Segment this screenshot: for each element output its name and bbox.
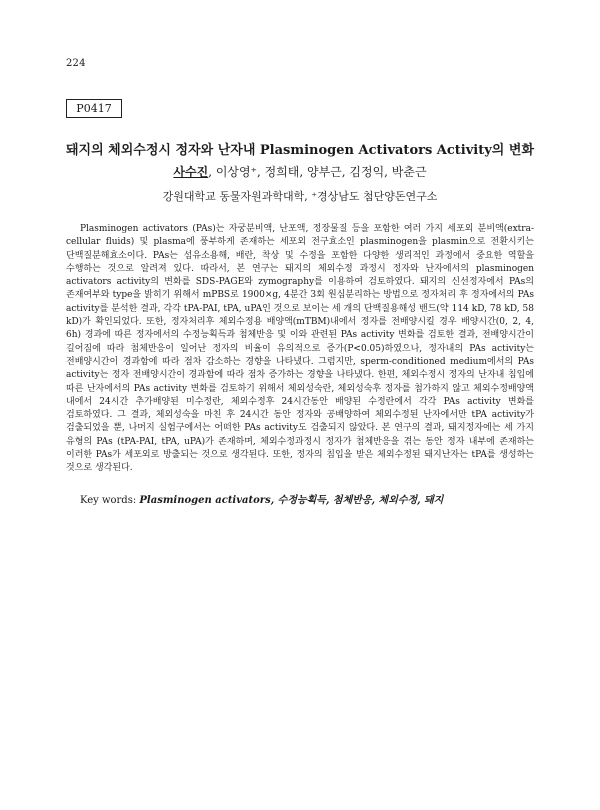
abstract-body: Plasminogen activators (PAs)는 자궁분비액, 난포액, 정장물질 등을 포함한 여러 가지 세포외 분비액(extra-cellular fluids) 및 plasma에 풍부하게 존재하는 세포외 전구효소인 plasminogen을 plasmin으로 전환시키는 단백질분해효소이다. PAs는 섬유소용해, 배란, 착상 및 수정을 포함한 다양한 생리적인 과정에서 중요한 역할을 수행하는 것으로 알려져 있다. 따라서, 본 연구는 돼지의 체외수정 과정시 정자와 난자에서의 plasminogen activators activity의 변화를 SDS-PAGE와 zymography를 이용하여 검토하였다. 돼지의 신선정자에서 PAs의 존재여부와 type을 밝히기 위해서 mPBS로 1900×g, 4분간 3회 원심분리하는 방법으로 정자처리 후 정자에서의 PAs activity를 분석한 결과, 각각 tPA-PAI, tPA, uPA인 것으로 보이는 세 개의 단백질용해성 밴드(약 114 kD, 78 kD, 58 kD)가 확인되었다. 또한, 정자처리후 체외수정용 배양액(mTBM)내에서 정자를 전배양시킬 경우 배양시간(0, 2, 4, 6h) 경과에 따른 정자에서의 수정능획득과 첨체반응 및 이와 관련된 PAs activity 변화를 검토한 결과, 전배양시간이 길어짐에 따라 첨체반응이 일어난 정자의 비율이 유의적으로 증가(P<0.05)하였으나, 정자내의 PAs activity는 전배양시간이 경과함에 따라 점차 감소하는 경향을 나타냈다. 그럼지만, sperm-conditioned medium에서의 PAs activity는 정자 전배양시간이 경과함에 따라 점차 증가하는 경향을 나타냈다. 한편, 체외수정시 정자의 난자내 침입에 따른 난자에서의 PAs activity 변화를 검토하기 위해서 체외성숙란, 체외성숙후 정자를 첨가하지 않고 체외수정배양액 내에서 24시간 추가배양된 미수정란, 체외수정후 24시간동안 배양된 수정란에서 각각 PAs activity 변화를 검토하였다. 그 결과, 체외성숙을 마친 후 24시간 동안 정자와 공배양하여 체외수정된 난자에서만 tPA activity가 검출되었을 뿐, 나머지 실험구에서는 어떠한 PAs activity도 검출되지 않았다. 본 연구의 결과, 돼지정자에는 세 가지 유형의 PAs (tPA-PAI, tPA, uPA)가 존재하며, 체외수정과정시 정자가 첨체반응을 겪는 동안 정자 내부에 존재하는 이러한 PAs가 세포외로 방출되는 것으로 생각된다. 또한, 정자의 침입을 받은 체외수정된 돼지난자는 tPA를 생성하는 것으로 생각된다. xyxy=(66,224,534,474)
co-authors: , 이상영⁺, 정희태, 양부근, 김정익, 박춘근 xyxy=(208,165,427,179)
abstract-code-box: P0417 xyxy=(66,99,122,118)
keywords-values: Plasminogen activators, 수정능획득, 첨체반응, 체외수정, 돼지 xyxy=(139,495,444,506)
page-number: 224 xyxy=(66,58,86,69)
presenting-author: 사수진 xyxy=(173,165,209,179)
keywords xyxy=(80,491,443,506)
affiliation: 강원대학교 동물자원과학대학, ⁺경상남도 첨단양돈연구소 xyxy=(162,190,438,203)
paper-title: 돼지의 체외수정시 정자와 난자내 Plasminogen Activators Activity의 변화 xyxy=(65,143,534,158)
author-list xyxy=(60,163,540,180)
keywords-label: Key words: xyxy=(80,495,140,506)
